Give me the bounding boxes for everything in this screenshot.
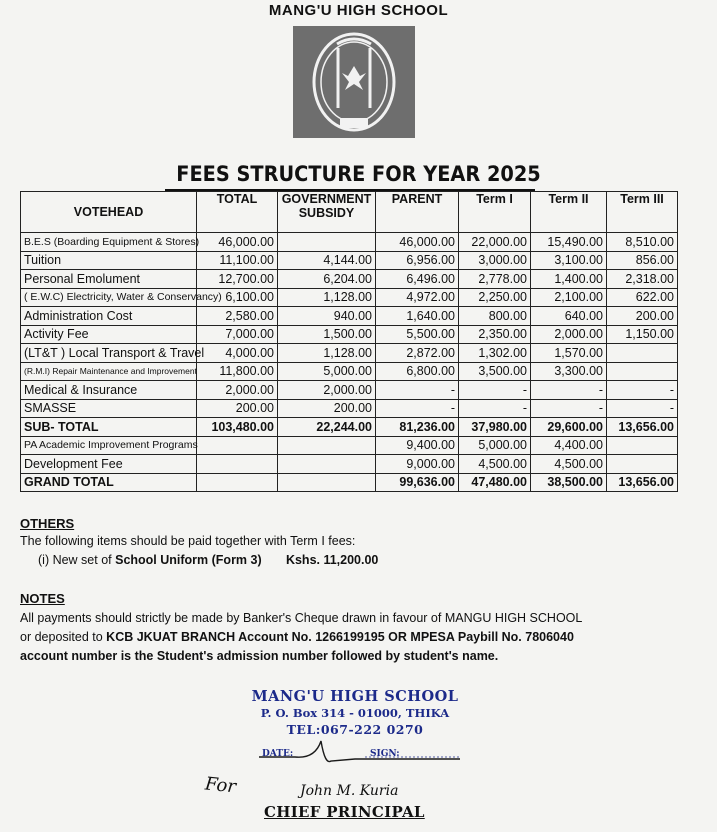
- notes-body: [20, 609, 700, 666]
- crest-emblem-icon: [293, 26, 415, 138]
- cell-term-2: 1,570.00: [531, 344, 607, 363]
- others-item-uniform: School Uniform (Form 3): [115, 553, 262, 567]
- cell-term-2: 3,300.00: [531, 362, 607, 381]
- cell-term-3: [607, 455, 678, 474]
- cell-term-1: 47,480.00: [459, 473, 531, 492]
- cell-government-subsidy: [278, 436, 376, 455]
- header-term-2: Term II: [531, 192, 607, 233]
- table-row: [21, 270, 678, 289]
- row-votehead: B.E.S (Boarding Equipment & Stores): [21, 233, 197, 252]
- cell-total: 4,000.00: [197, 344, 278, 363]
- cell-parent: 9,000.00: [376, 455, 459, 474]
- notes-line-2: [20, 628, 700, 647]
- table-row: [21, 233, 678, 252]
- cell-term-3: 13,656.00: [607, 418, 678, 437]
- cell-term-3: [607, 344, 678, 363]
- cell-total: 46,000.00: [197, 233, 278, 252]
- cell-term-1: 2,350.00: [459, 325, 531, 344]
- cell-government-subsidy: 2,000.00: [278, 381, 376, 400]
- row-votehead: Development Fee: [21, 455, 197, 474]
- cell-term-2: 1,400.00: [531, 270, 607, 289]
- others-item-prefix: (i) New set of: [38, 553, 116, 567]
- table-row: [21, 436, 678, 455]
- cell-parent: 46,000.00: [376, 233, 459, 252]
- cell-term-3: 200.00: [607, 307, 678, 326]
- cell-term-1: 22,000.00: [459, 233, 531, 252]
- cell-term-2: 4,400.00: [531, 436, 607, 455]
- cell-total: 2,000.00: [197, 381, 278, 400]
- table-row: [21, 251, 678, 270]
- cell-government-subsidy: 1,128.00: [278, 344, 376, 363]
- cell-total: 11,100.00: [197, 251, 278, 270]
- cell-government-subsidy: 22,244.00: [278, 418, 376, 437]
- cell-term-1: 1,302.00: [459, 344, 531, 363]
- cell-term-3: -: [607, 381, 678, 400]
- cell-term-2: 3,100.00: [531, 251, 607, 270]
- cell-term-1: 37,980.00: [459, 418, 531, 437]
- table-row: [21, 418, 678, 437]
- row-votehead: PA Academic Improvement Programs: [21, 436, 197, 455]
- school-crest: [293, 26, 415, 138]
- cell-parent: 6,496.00: [376, 270, 459, 289]
- table-row: [21, 344, 678, 363]
- notes-account-details: KCB JKUAT BRANCH Account No. 1266199195 OR MPESA Paybill No. 7806040: [106, 630, 574, 644]
- cell-parent: 5,500.00: [376, 325, 459, 344]
- cell-government-subsidy: 1,500.00: [278, 325, 376, 344]
- fees-table: [20, 191, 678, 492]
- row-votehead: SMASSE: [21, 399, 197, 418]
- cell-government-subsidy: 5,000.00: [278, 362, 376, 381]
- others-item: [38, 553, 378, 567]
- cell-term-3: [607, 436, 678, 455]
- cell-term-3: [607, 362, 678, 381]
- notes-line-3-text: account number is the Student's admission number followed by student's name.: [20, 649, 499, 663]
- stamp-telephone: TEL:067-222 0270: [286, 722, 424, 737]
- cell-government-subsidy: [278, 455, 376, 474]
- school-stamp: [230, 688, 480, 737]
- table-row: [21, 455, 678, 474]
- cell-term-1: 3,000.00: [459, 251, 531, 270]
- cell-term-1: 3,500.00: [459, 362, 531, 381]
- cell-total: 6,100.00: [197, 288, 278, 307]
- row-votehead: Activity Fee: [21, 325, 197, 344]
- document-title: FEES STRUCTURE FOR YEAR 2025: [176, 162, 541, 186]
- cell-term-2: 29,600.00: [531, 418, 607, 437]
- cell-term-3: -: [607, 399, 678, 418]
- header-votehead: VOTEHEAD: [21, 192, 197, 233]
- cell-total: 200.00: [197, 399, 278, 418]
- row-votehead: Tuition: [21, 251, 197, 270]
- row-votehead: SUB- TOTAL: [21, 418, 197, 437]
- cell-parent: 99,636.00: [376, 473, 459, 492]
- others-intro: The following items should be paid together with Term I fees:: [20, 534, 356, 548]
- cell-term-1: 5,000.00: [459, 436, 531, 455]
- header-gov-line2: SUBSIDY: [298, 206, 355, 220]
- cell-parent: 6,956.00: [376, 251, 459, 270]
- cell-parent: 81,236.00: [376, 418, 459, 437]
- row-votehead: GRAND TOTAL: [21, 473, 197, 492]
- header-government-subsidy: [278, 192, 376, 233]
- cell-government-subsidy: 940.00: [278, 307, 376, 326]
- table-row: [21, 473, 678, 492]
- row-votehead: (R.M.I) Repair Maintenance and Improvement: [21, 362, 197, 381]
- notes-heading: NOTES: [20, 591, 65, 606]
- cell-parent: 4,972.00: [376, 288, 459, 307]
- handwritten-for: For: [203, 773, 237, 798]
- cell-term-1: -: [459, 381, 531, 400]
- cell-term-1: 2,250.00: [459, 288, 531, 307]
- cell-total: 11,800.00: [197, 362, 278, 381]
- others-heading: OTHERS: [20, 516, 75, 531]
- table-row: [21, 362, 678, 381]
- cell-government-subsidy: 1,128.00: [278, 288, 376, 307]
- cell-term-1: 800.00: [459, 307, 531, 326]
- table-row: [21, 288, 678, 307]
- cell-term-3: 2,318.00: [607, 270, 678, 289]
- cell-parent: -: [376, 381, 459, 400]
- cell-term-2: 38,500.00: [531, 473, 607, 492]
- others-item-amount: Kshs. 11,200.00: [285, 553, 379, 567]
- cell-total: 103,480.00: [197, 418, 278, 437]
- cell-term-3: 1,150.00: [607, 325, 678, 344]
- cell-government-subsidy: [278, 473, 376, 492]
- cell-total: 12,700.00: [197, 270, 278, 289]
- cell-term-3: 8,510.00: [607, 233, 678, 252]
- cell-government-subsidy: 6,204.00: [278, 270, 376, 289]
- row-votehead: (LT&T ) Local Transport & Travel: [21, 344, 197, 363]
- cell-term-1: -: [459, 399, 531, 418]
- cell-term-3: 622.00: [607, 288, 678, 307]
- cell-government-subsidy: 200.00: [278, 399, 376, 418]
- stamp-sign-label: SIGN:: [370, 749, 400, 759]
- cell-term-3: 13,656.00: [607, 473, 678, 492]
- cell-term-2: 4,500.00: [531, 455, 607, 474]
- row-votehead: ( E.W.C) Electricity, Water & Conservancy): [21, 288, 197, 307]
- table-header-row: [21, 192, 678, 233]
- cell-term-2: -: [531, 399, 607, 418]
- cell-parent: 1,640.00: [376, 307, 459, 326]
- cell-total: 2,580.00: [197, 307, 278, 326]
- cell-term-3: 856.00: [607, 251, 678, 270]
- cell-term-2: -: [531, 381, 607, 400]
- principal-name: John M. Kuria: [300, 783, 399, 799]
- row-votehead: Medical & Insurance: [21, 381, 197, 400]
- school-name: MANG'U HIGH SCHOOL: [268, 2, 449, 19]
- notes-line-1: All payments should strictly be made by Banker's Cheque drawn in favour of MANGU HIGH SCHOOL: [20, 611, 583, 625]
- cell-term-2: 2,100.00: [531, 288, 607, 307]
- cell-parent: 2,872.00: [376, 344, 459, 363]
- cell-parent: -: [376, 399, 459, 418]
- cell-term-2: 15,490.00: [531, 233, 607, 252]
- cell-parent: 6,800.00: [376, 362, 459, 381]
- cell-parent: 9,400.00: [376, 436, 459, 455]
- stamp-address: P. O. Box 314 - 01000, THIKA: [260, 706, 450, 720]
- header-gov-line1: GOVERNMENT: [281, 192, 372, 206]
- cell-government-subsidy: 4,144.00: [278, 251, 376, 270]
- signature-scribble-icon: [255, 735, 465, 775]
- header-parent: PARENT: [376, 192, 459, 233]
- principal-title: CHIEF PRINCIPAL: [264, 803, 425, 821]
- table-row: [21, 381, 678, 400]
- cell-total: [197, 473, 278, 492]
- cell-total: [197, 455, 278, 474]
- table-row: [21, 307, 678, 326]
- cell-term-2: 2,000.00: [531, 325, 607, 344]
- cell-total: [197, 436, 278, 455]
- stamp-school-name: MANG'U HIGH SCHOOL: [251, 688, 459, 705]
- notes-line-2-prefix: or deposited to: [20, 630, 107, 644]
- stamp-date-label: DATE:: [262, 749, 294, 759]
- header-term-1: Term I: [459, 192, 531, 233]
- header-term-3: Term III: [607, 192, 678, 233]
- notes-line-3: [20, 647, 700, 666]
- cell-government-subsidy: [278, 233, 376, 252]
- cell-term-1: 4,500.00: [459, 455, 531, 474]
- table-row: [21, 399, 678, 418]
- header-total: TOTAL: [197, 192, 278, 233]
- cell-term-2: 640.00: [531, 307, 607, 326]
- cell-term-1: 2,778.00: [459, 270, 531, 289]
- table-row: [21, 325, 678, 344]
- row-votehead: Personal Emolument: [21, 270, 197, 289]
- cell-total: 7,000.00: [197, 325, 278, 344]
- row-votehead: Administration Cost: [21, 307, 197, 326]
